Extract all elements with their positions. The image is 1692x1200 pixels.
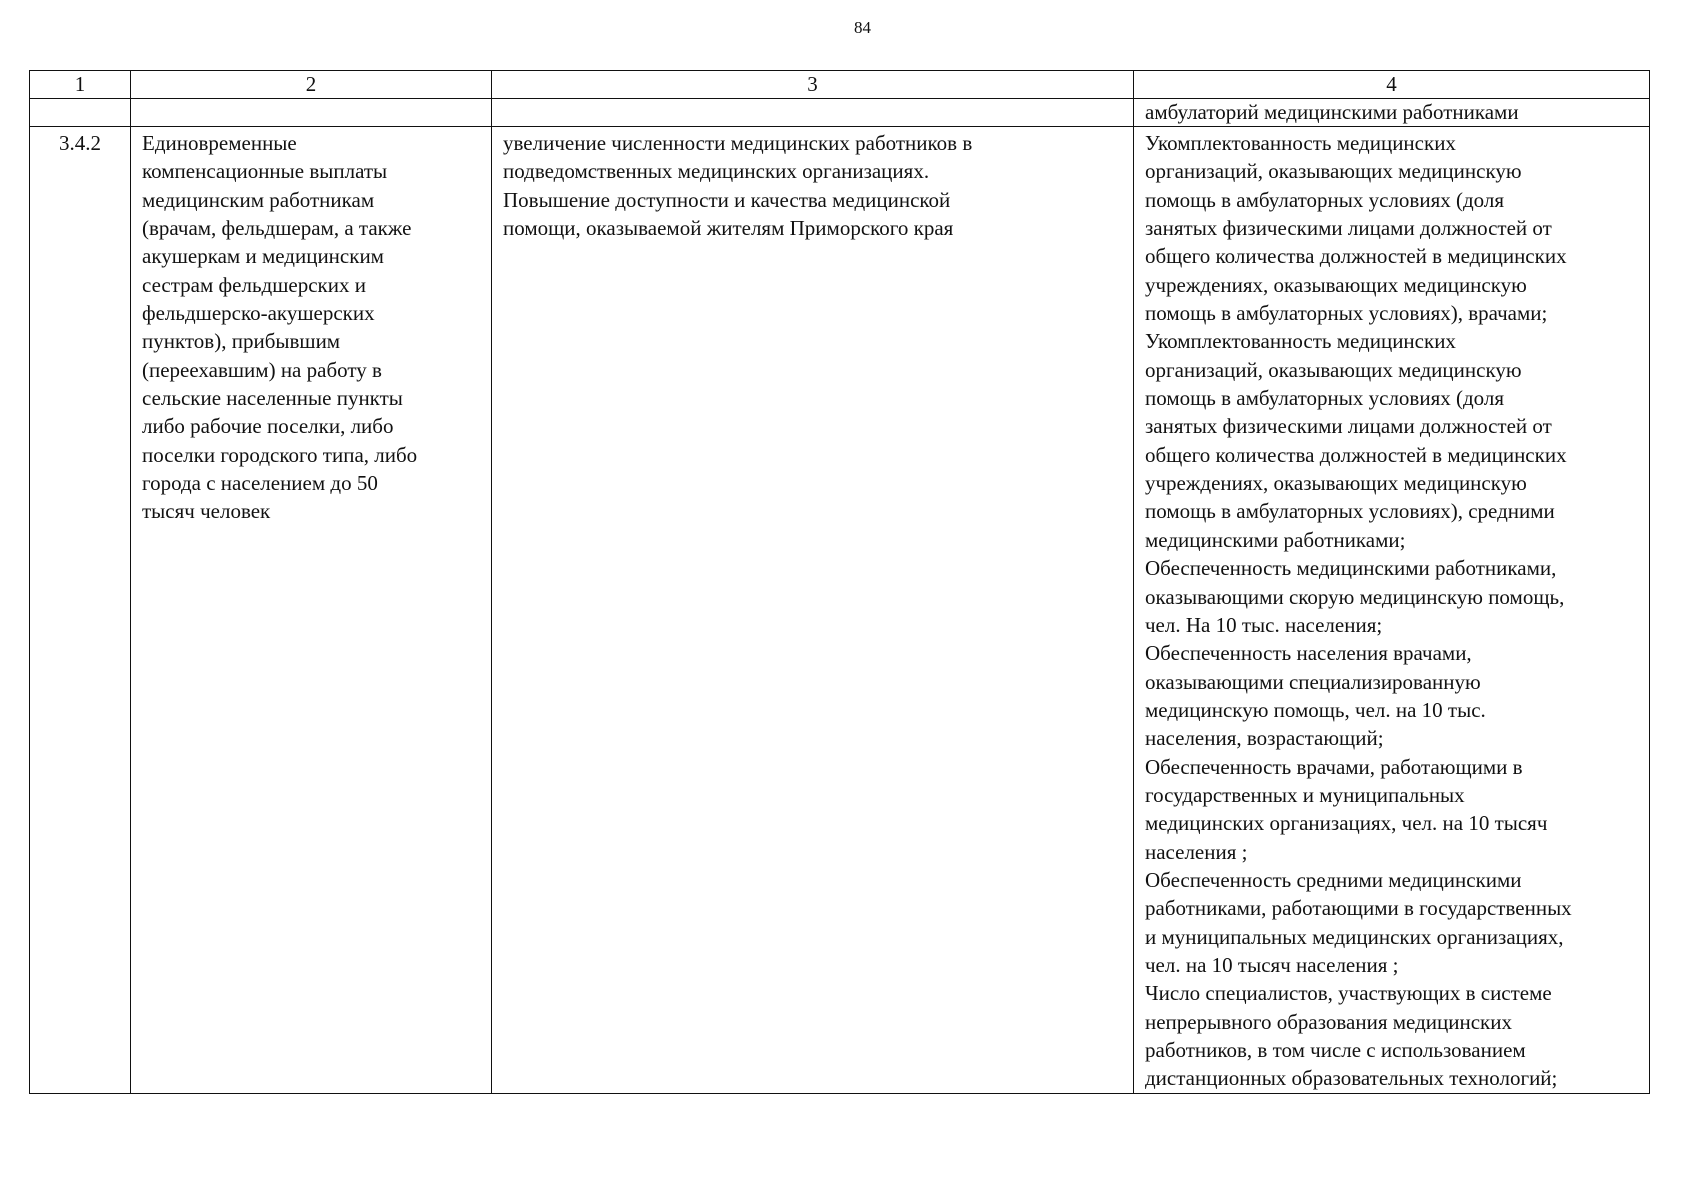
cell-text-line: учреждениях, оказывающих медицинскую	[1145, 272, 1527, 297]
cell-text-line: медицинских организациях, чел. на 10 тысяч	[1145, 811, 1548, 836]
expected-result-cell	[492, 127, 1134, 1094]
continuation-row	[30, 99, 1650, 127]
cell-text-line: оказывающими специализированную	[1145, 669, 1481, 694]
cell-text-line: медицинскую помощь, чел. на 10 тыс.	[1145, 697, 1486, 722]
cell-text-line: увеличение численности медицинских работников в	[503, 131, 973, 155]
column-number-2: 2	[131, 71, 492, 99]
cell-text-line: населения, возрастающий;	[1145, 726, 1384, 751]
cell-text-line: (врачам, фельдшерам, а также	[142, 216, 412, 241]
cell-text-line: города с населением до 50	[142, 471, 378, 496]
cell-text-line: чел. На 10 тыс. населения;	[1145, 612, 1383, 637]
cell-text-line: организаций, оказывающих медицинскую	[1145, 159, 1522, 184]
cell-text-line: помощь в амбулаторных условиях (доля	[1145, 386, 1505, 411]
cell-text-line: и муниципальных медицинских организациях,	[1145, 924, 1564, 949]
cell-text-line: медицинскими работниками;	[1145, 527, 1406, 552]
cell-text-line: помощь в амбулаторных условиях), средними	[1145, 499, 1555, 524]
cell-text-line: подведомственных медицинских организациях.	[503, 159, 930, 184]
cell-text-line: оказывающими скорую медицинскую помощь,	[1145, 584, 1565, 609]
measure-name-cell	[131, 127, 492, 1094]
row-code-cell: 3.4.2	[30, 127, 131, 1094]
cell-text-line: учреждениях, оказывающих медицинскую	[1145, 471, 1527, 496]
document-table	[29, 70, 1650, 1094]
cell-text-line: помощи, оказываемой жителям Приморского края	[503, 216, 954, 241]
cell-text-line: Обеспеченность медицинскими работниками,	[1145, 556, 1557, 581]
cell-text-line: Повышение доступности и качества медицинской	[503, 187, 951, 212]
cell-text-line: работников, в том числе с использованием	[1145, 1038, 1526, 1062]
cell-text-line: либо рабочие поселки, либо	[142, 414, 394, 439]
column-number-row	[30, 71, 1650, 99]
cell-text-line: Укомплектованность медицинских	[1145, 329, 1456, 354]
cell-text-line: Укомплектованность медицинских	[1145, 131, 1456, 155]
cell-text-line: акушеркам и медицинским	[142, 244, 384, 269]
continuation-cell-4: амбулаторий медицинскими работниками	[1134, 99, 1650, 127]
table-row	[30, 127, 1650, 1094]
cell-text-line: медицинским работникам	[142, 187, 375, 212]
cell-text-line: компенсационные выплаты	[142, 159, 388, 184]
cell-text-line: общего количества должностей в медицинских	[1145, 442, 1567, 467]
cell-text-line: поселки городского типа, либо	[142, 442, 418, 467]
cell-text-line: чел. на 10 тысяч населения ;	[1145, 952, 1399, 977]
page-number: 84	[854, 18, 871, 37]
continuation-cell-3	[492, 99, 1134, 127]
continuation-cell-2	[131, 99, 492, 127]
cell-text-line: фельдшерско-акушерских	[142, 301, 375, 326]
cell-text-line: пунктов), прибывшим	[142, 329, 341, 354]
cell-text-line: государственных и муниципальных	[1145, 782, 1465, 807]
cell-text-line: работниками, работающими в государственных	[1145, 896, 1572, 921]
cell-text-line: сестрам фельдшерских и	[142, 272, 366, 297]
cell-text-line: (переехавшим) на работу в	[142, 357, 382, 382]
cell-text-line: занятых физическими лицами должностей от	[1145, 414, 1552, 439]
cell-text-line: Обеспеченность врачами, работающими в	[1145, 754, 1523, 779]
cell-text-line: непрерывного образования медицинских	[1145, 1009, 1512, 1034]
column-number-3: 3	[492, 71, 1134, 99]
indicators-cell	[1134, 127, 1650, 1094]
column-number-4: 4	[1134, 71, 1650, 99]
cell-text-line: организаций, оказывающих медицинскую	[1145, 357, 1522, 382]
cell-text-line: Обеспеченность населения врачами,	[1145, 641, 1472, 666]
cell-text-line: тысяч человек	[142, 499, 271, 524]
continuation-cell-1	[30, 99, 131, 127]
cell-text-line: помощь в амбулаторных условиях (доля	[1145, 187, 1505, 212]
cell-text-line: Обеспеченность средними медицинскими	[1145, 867, 1522, 892]
cell-text-line: занятых физическими лицами должностей от	[1145, 216, 1552, 241]
column-number-1: 1	[30, 71, 131, 99]
cell-text-line: сельские населенные пункты	[142, 386, 403, 411]
cell-text-line: дистанционных образовательных технологий;	[1145, 1066, 1558, 1091]
cell-text-line: помощь в амбулаторных условиях), врачами;	[1145, 301, 1548, 326]
cell-text-line: Число специалистов, участвующих в системе	[1145, 981, 1552, 1006]
cell-text-line: общего количества должностей в медицинских	[1145, 244, 1567, 269]
cell-text-line: населения ;	[1145, 839, 1248, 864]
cell-text-line: Единовременные	[142, 131, 297, 155]
